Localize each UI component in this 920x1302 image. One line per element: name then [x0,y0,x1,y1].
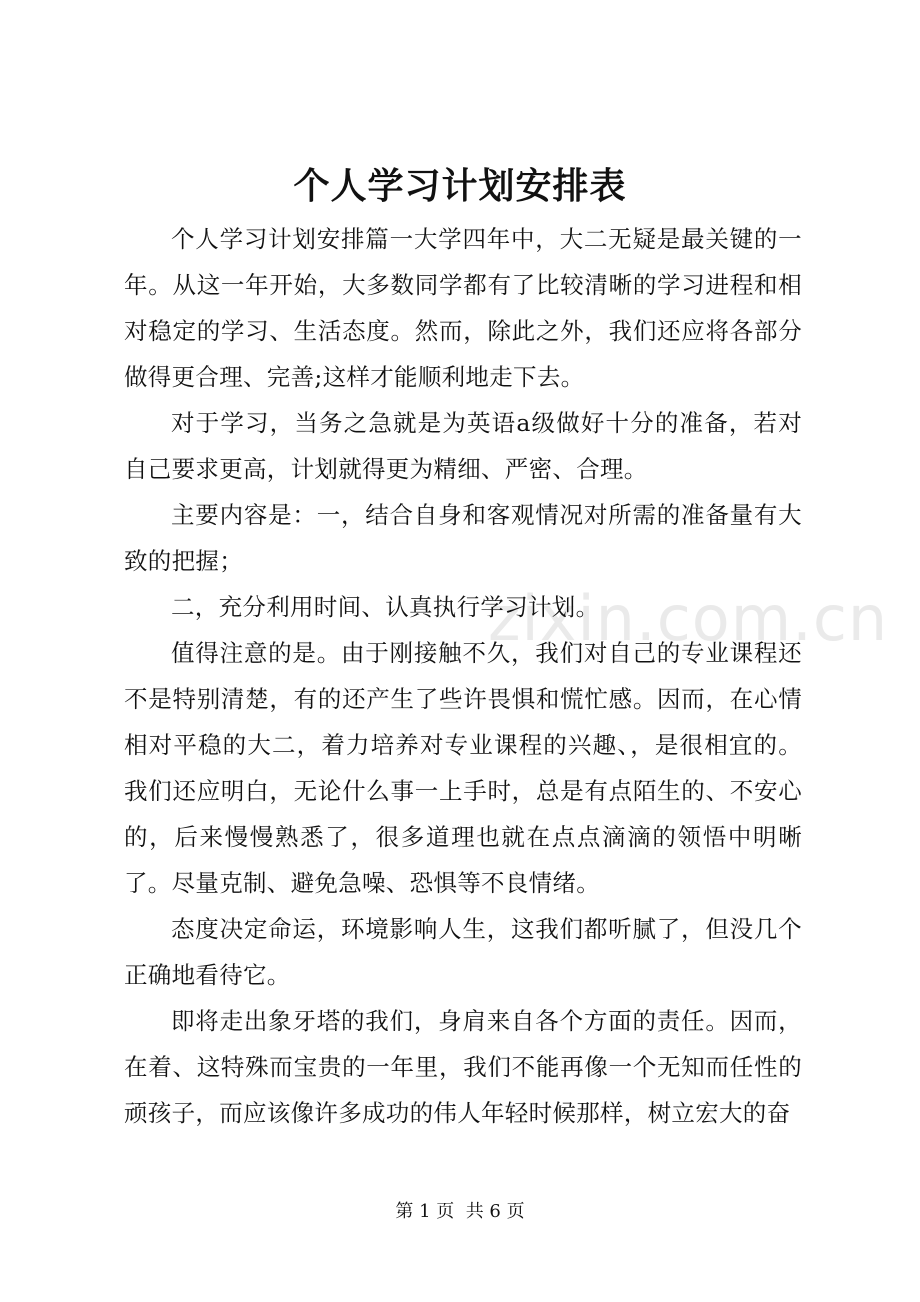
page-footer: 第 1 页 共 6 页 [395,1201,525,1222]
paragraph-5: 值得注意的是。由于刚接触不久，我们对自己的专业课程还不是特别清楚，有的还产生了些许畏惧和慌忙感。因而，在心情相对平稳的大二，着力培养对专业课程的兴趣、，是很相宜的。我们还应明白，无论什么事一上手时，总是有点陌生的、不安心的，后来慢慢熟悉了，很多道理也就在点点滴滴的领悟中明晰了。尽量克制、避免急噪、恐惧等不良情绪。 [124,639,802,897]
paragraph-1: 个人学习计划安排篇一大学四年中，大二无疑是最关键的一年。从这一年开始，大多数同学都有了比较清晰的学习进程和相对稳定的学习、生活态度。然而，除此之外，我们还应将各部分做得更合理、完善;这样才能顺利地走下去。 [124,225,802,391]
paragraph-2: 对于学习，当务之急就是为英语a级做好十分的准备，若对自己要求更高，计划就得更为精细、严密、合理。 [124,409,802,483]
paragraph-4: 二，充分利用时间、认真执行学习计划。 [171,593,600,621]
paragraph-7: 即将走出象牙塔的我们，身肩来自各个方面的责任。因而，在着、这特殊而宝贵的一年里，我们不能再像一个无知而任性的顽孩子，而应该像许多成功的伟人年轻时候那样，树立宏大的奋 [124,1007,802,1127]
watermark-text: zixin.com.cn [488,582,889,655]
paragraph-6: 态度决定命运，环境影响人生，这我们都听腻了，但没几个正确地看待它。 [124,915,802,989]
document-title: 个人学习计划安排表 [293,165,627,207]
paragraph-3: 主要内容是：一，结合自身和客观情况对所需的准备量有大致的把握； [124,501,802,575]
document-body [124,216,802,1136]
